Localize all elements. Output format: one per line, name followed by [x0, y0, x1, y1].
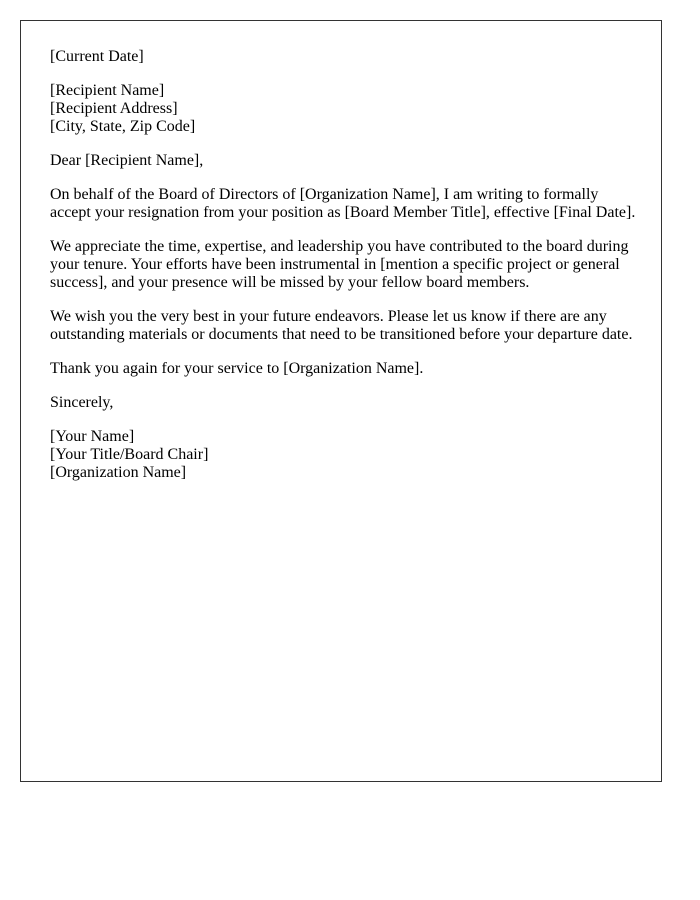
paragraph-acceptance: On behalf of the Board of Directors of [Organization Name], I am writing to formally accept your resignation from your position as [Board Member Title], effective [Final Date].	[50, 186, 636, 221]
recipient-address: [Recipient Address]	[50, 100, 178, 117]
paragraph-thanks: Thank you again for your service to [Organization Name].	[50, 360, 424, 377]
closing: Sincerely,	[50, 394, 114, 411]
letter-body	[50, 48, 640, 498]
signature-title: [Your Title/Board Chair]	[50, 446, 209, 463]
signature-organization: [Organization Name]	[50, 464, 187, 481]
recipient-name: [Recipient Name]	[50, 82, 165, 99]
recipient-city-state-zip: [City, State, Zip Code]	[50, 118, 196, 135]
letter-date: [Current Date]	[50, 48, 144, 65]
paragraph-appreciation: We appreciate the time, expertise, and leadership you have contributed to the board during your tenure. Your efforts have been instrumental in [mention a specific project or general success], and your presence will be missed by your fellow board members.	[50, 238, 629, 291]
paragraph-wishes: We wish you the very best in your future endeavors. Please let us know if there are any outstanding materials or documents that need to be transitioned before your departure date.	[50, 308, 633, 343]
signature-name: [Your Name]	[50, 428, 135, 445]
salutation: Dear [Recipient Name],	[50, 152, 204, 169]
letter-page	[20, 20, 662, 782]
recipient-block	[50, 82, 640, 136]
signature-block	[50, 428, 640, 482]
